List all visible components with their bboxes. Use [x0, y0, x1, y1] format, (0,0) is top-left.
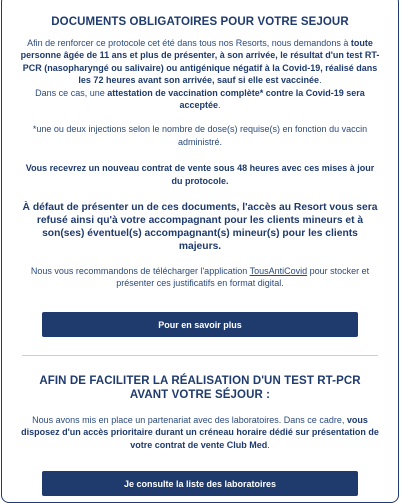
laboratories-wrapper [20, 471, 380, 496]
learn-more-button[interactable]: Pour en savoir plus [42, 312, 358, 337]
app-recommendation-text-2: pour stocker et présenter ces justificatifs en format digital. [116, 266, 370, 289]
vaccination-paragraph [20, 87, 380, 112]
contract-notice [20, 162, 380, 187]
vaccination-text-1: Dans ce cas, une [35, 87, 108, 98]
protocol-text-bold: toute personne âgée de 11 ans et plus de présenter, à son arrivée, le résultat d'un test RT-PCR (nasopharyngé ou salivaire) ou antigénique négatif à la Covid-19, réalisé dans les 72 heures avant son arrivée, sauf si elle est vaccinée [20, 38, 380, 86]
partnership-paragraph [20, 414, 380, 451]
app-recommendation-text-1: Nous vous recommandons de télécharger l'application [30, 266, 250, 277]
vaccination-text-2: . [218, 100, 221, 111]
protocol-paragraph [20, 37, 380, 87]
learn-more-wrapper [20, 312, 380, 337]
mandatory-documents-title: DOCUMENTS OBLIGATOIRES POUR VOTRE SEJOUR [51, 16, 349, 28]
section-divider [22, 355, 378, 356]
rt-pcr-title: AFIN DE FACILITER LA RÉALISATION D'UN TEST RT-PCR AVANT VOTRE SÉJOUR : [39, 374, 361, 401]
tousanticovid-link[interactable]: TousAntiCovid [249, 266, 308, 277]
partnership-text-1: Nous avons mis en place un partenariat avec des laboratoires. Dans ce cadre, [32, 414, 347, 425]
partnership-text-2: . [267, 439, 270, 450]
card-content [2, 0, 398, 496]
contract-notice-text: Vous recevrez un nouveau contrat de vente sous 48 heures avec ces mises à jour du protocole. [25, 163, 375, 186]
access-warning: À défaut de présenter un de ces documents, l'accès au Resort vous sera refusé ainsi qu'à votre accompagnant pour les clients mineurs et à son(ses) éventuel(s) accompagnant(s) mineur(s) pour les clients majeurs. [22, 202, 378, 253]
vaccination-text-bold: attestation de vaccination complète* contre la Covid-19 sera acceptée [107, 87, 365, 111]
info-card [1, 0, 399, 503]
laboratories-list-button[interactable]: Je consulte la liste des laboratoires [42, 471, 358, 496]
app-recommendation [20, 265, 380, 290]
injection-footnote: *une ou deux injections selon le nombre de dose(s) requise(s) en fonction du vaccin administré. [32, 124, 368, 147]
protocol-text-2: . [319, 75, 322, 86]
partnership-text-bold: vous disposez d'un accès prioritaire durant un créneau horaire dédié sur présentation de votre contrat de vente Club Med [21, 414, 379, 450]
protocol-text-1: Afin de renforcer ce protocole cet été dans tous nos Resorts, nous demandons à [27, 38, 351, 48]
